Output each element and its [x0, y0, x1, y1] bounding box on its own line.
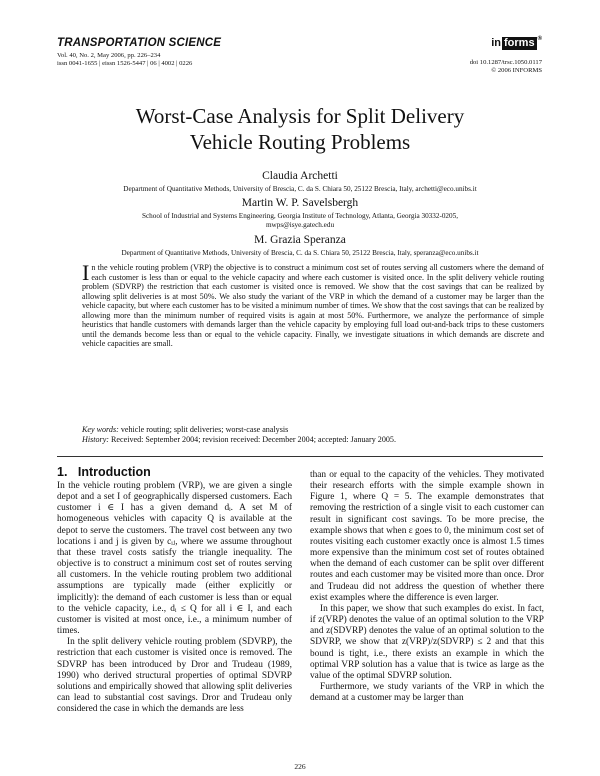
author-affiliation: School of Industrial and Systems Engineering, Georgia Institute of Technology, Atlanta, Georgia 30332-0205,	[141, 212, 459, 220]
drop-cap: I	[82, 260, 90, 285]
volume-line: Vol. 40, No. 2, May 2006, pp. 226–234	[57, 52, 161, 59]
logo-in: in	[491, 37, 502, 49]
abstract	[82, 260, 544, 349]
author-email: mwps@isye.gatech.edu	[265, 221, 335, 229]
body-paragraph: In the split delivery vehicle routing problem (SDVRP), the restriction that each customer is visited once is removed. The SDVRP has been introduced by Dror and Trudeau (1989, 1990) who derived structural properties of optimal SDVRP solutions and empirically showed that allowing split deliveries can lead to substantial cost savings. Dror and Trudeau only considered the case in which the demands are less	[57, 637, 292, 715]
page-number: 226	[294, 762, 306, 771]
section-heading	[57, 465, 151, 479]
section-number: 1.	[57, 465, 68, 479]
logo-forms: forms	[504, 36, 535, 49]
author-name: Claudia Archetti	[262, 170, 338, 182]
right-column	[310, 470, 544, 704]
logo-mark: ®	[537, 36, 542, 42]
journal-title: TRANSPORTATION SCIENCE	[57, 37, 222, 49]
history-label: History:	[82, 435, 109, 444]
author-affiliation: Department of Quantitative Methods, University of Brescia, C. da S. Chiara 50, 25122 Brescia, Italy, archetti@eco.unibs.it	[123, 185, 477, 193]
keywords-label: Key words:	[82, 425, 119, 434]
doi-line: doi 10.1287/trsc.1050.0117	[469, 59, 542, 66]
paper-title	[0, 103, 600, 155]
copyright-line: © 2006 INFORMS	[491, 67, 542, 75]
body-paragraph: than or equal to the capacity of the vehicles. They motivated their research efforts with the simple example shown in Figure 1, where Q = 5. The example demonstrates that removing the restriction of a single visit to each customer can result in significant cost savings. To be more precise, the example shows that when ε goes to 0, the minimum cost set of routes visiting each customer exactly once is almost 1.5 times more expensive than the minimum cost set of routes obtained when the demand of each customer can be split over different routes and each customer may be visited more than once. Dror and Trudeau did not address the question of whether there exist examples where the difference is even larger.	[310, 470, 544, 603]
body-paragraph: Furthermore, we study variants of the VRP in which the demand at a customer may be larger than	[310, 681, 544, 704]
history	[82, 435, 544, 445]
author-affiliation: Department of Quantitative Methods, University of Brescia, C. da S. Chiara 50, 25122 Brescia, Italy, speranza@eco.unibs.it	[121, 249, 479, 257]
title-line-1: Worst-Case Analysis for Split Delivery	[135, 104, 465, 128]
issue-info	[57, 52, 277, 69]
keywords-text: vehicle routing; split deliveries; worst-case analysis	[120, 425, 289, 434]
history-text: Received: September 2004; revision received: December 2004; accepted: January 2005.	[111, 435, 396, 444]
issn-line: issn 0041-1655 | eissn 1526-5447 | 06 | 4002 | 0226	[57, 60, 193, 68]
keywords	[82, 425, 544, 435]
author-name: Martin W. P. Savelsbergh	[241, 197, 359, 209]
author-name: M. Grazia Speranza	[254, 234, 346, 246]
section-title: Introduction	[77, 465, 151, 479]
body-paragraph: In this paper, we show that such examples do exist. In fact, if z(VRP) denotes the value of an optimal solution to the VRP and z(SDVRP) denotes the value of an optimal solution to the SDVRP, we show that z(VRP)/z(SDVRP) ≤ 2 and that this bound is tight, i.e., there exists an example in which the optimal VRP solution has a value that is twice as large as the value of the optimal SDVRP solution.	[310, 603, 544, 681]
body-paragraph: In the vehicle routing problem (VRP), we are given a single depot and a set I of geographically dispersed customers. Each customer i ∈ I has a given demand dᵢ. A set M of homogeneous vehicles with capacity Q is available at the depot to serve the customers. The travel cost between any two locations i and j is given by cᵢⱼ, where we assume throughout that these travel costs satisfy the triangle inequality. The objective is to construct a minimum cost set of routes serving all customers. In the vehicle routing problem two additional assumptions are typically made (either explicitly or implicitly): the demand of each customer is less than or equal to the vehicle capacity, i.e., dᵢ ≤ Q for all i ∈ I, and each customer is visited at most once, i.e., a minimum number of times.	[57, 481, 292, 637]
abstract-text: n the vehicle routing problem (VRP) the objective is to construct a minimum cost set of routes serving all customers where the demand of each customer is less than or equal to the vehicle capacity and where each customer is visited once. In the split delivery vehicle routing problem (SDVRP) the restriction that each customer is visited once is removed. We show that the cost savings that can be realized by allowing split deliveries is at most 50%. We also study the variant of the VRP in which the demand of a customer may be larger than the vehicle capacity, but where each customer has to be visited a minimum number of times. We show that the cost savings that can be realized by allowing more than the minimum number of required visits is again at most 50%. Furthermore, we analyze the performance of simple heuristics that handle customers with demands larger than the vehicle capacity by employing full load out-and-back trips to these customers until the demands become less than or equal to the vehicle capacity. Finally, we investigate situations in which demands are discrete and vehicle capacities are small.	[82, 263, 544, 349]
doi-info	[342, 59, 542, 76]
informs-logo	[490, 36, 542, 50]
left-column	[57, 481, 292, 715]
title-line-2: Vehicle Routing Problems	[189, 130, 411, 154]
section-divider	[57, 456, 543, 457]
